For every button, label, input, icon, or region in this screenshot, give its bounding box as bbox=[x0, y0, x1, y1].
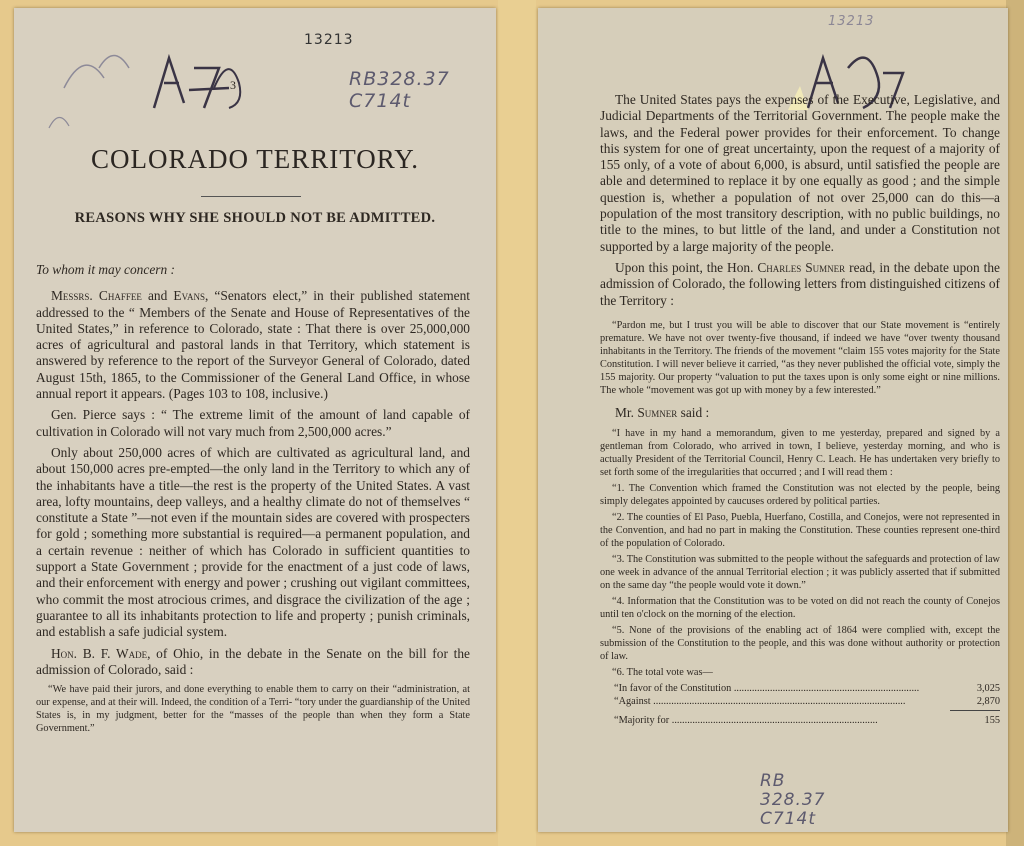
call-number: RB328.37 C714t bbox=[349, 68, 450, 112]
paragraph-cultivation: Only about 250,000 acres of which are cultivated as agricultural land, and about 150,000 acres pre-empted—the only land in the Territory to which any of the inhabitants have a title—the rest is the property of the United States. A vast area, lofty mountains, deep valleys, and a healthy climate do not of themselves “ constitute a State ”—not even if the mountain sides are covered with prospecters for gold ; something more substantial is required—a permanent population, and a certain revenue : neither of which has Colorado in sufficient quantities to support a State Government ; provide for the enactment of a just code of laws, and their enforcement with energy and power ; crushing out vigilant committees, who commit the most atrocious crimes, and disgrace the civilization of the age ; guarantee to all its inhabitants protection to life and property ; punish criminals, and establish a safe judicial system. bbox=[36, 444, 470, 640]
vote-rule bbox=[950, 710, 1000, 711]
right-page bbox=[538, 8, 1008, 832]
paragraph-sumner-intro: Upon this point, the Hon. Charles Sumner read, in the debate upon the admission of Colorado, the following letters from distinguished citizens of the Territory : bbox=[600, 259, 1000, 308]
paragraph-senators: Messrs. Chaffee and Evans, “Senators elect,” in their published statement addressed to the “ Members of the Senate and House of Representatives of the United States,” in reference to Colorado, state : That there is over 25,000,000 acres of agricultural and pastoral lands in that Territory, which statement is answered by reference to the report of the Surveyor General of Colorado, dated August 15th, 1865, to the Commissioner of the General Land Office, in whose annual report it appears. (Pages 103 to 108, inclusive.) bbox=[36, 288, 470, 402]
catalog-number: 13213 bbox=[828, 14, 875, 29]
left-body bbox=[36, 262, 470, 738]
catalog-number: 13213 bbox=[304, 32, 354, 48]
document-subtitle: REASONS WHY SHE SHOULD NOT BE ADMITTED. bbox=[74, 210, 436, 226]
left-page bbox=[14, 8, 496, 832]
wade-quote: “We have paid their jurors, and done everything to enable them to carry on their “administration, at our expense, and at their will. Indeed, the condition of a Terri- “tory under the guardianship of the United States is, in my judgment, better for the “masses of the people than when they form a State Government.” bbox=[36, 684, 470, 735]
paragraph-expenses: The United States pays the expenses of the Executive, Legislative, and Judicial Departments of the Territorial Government. The people make the laws, and the Federal power provides for their enforcement. To change this system for one of great uncertainty, upon the request of a majority of 155 only, of a vote of about 6,000, is absurd, until satisfied the people are able and determined to replace it by one equally as good ; and the simple question is, whether a population of not over 25,000 can do this—a population of the most transitory description, with no public buildings, no title to the mines, to but little of the land, and under a Constitution not supported by a large majority of the people. bbox=[600, 92, 1000, 254]
salutation: To whom it may concern : bbox=[36, 262, 175, 277]
paragraph-pierce: Gen. Pierce says : “ The extreme limit of the amount of land capable of cultivation in Colorado will not vary much from 2,500,000 acres.” bbox=[36, 407, 470, 439]
binding-gap bbox=[498, 0, 536, 846]
memorandum-quote: “I have in my hand a memorandum, given to me yesterday, prepared and signed by a gentleman from Colorado, who arrived in town, I believe, yesterday morning, and who is actually President of the Territorial Council, Henry C. Leach. He has undertaken very briefly to set forth some of the irregularities that occurred ; and I will read them : “1. The Convention which framed the Constitution was not elected by the people, being simply delegates appointed by caucuses ordered by political parties. “2. The counties of El Paso, Puebla, Huerfano, Costilla, and Conejos, were not represented in the Convention, and had no part in making the Constitution. These counties represent one-third of the population of Colorado. “3. The Constitution was submitted to the people without the safeguards and protection of law one week in advance of the annual Territorial election ; it was publicly asserted that if submitted on the same day “the people would vote it down.” “4. Information that the Constitution was to be voted on did not reach the county of Conejos until ten o'clock on the morning of the election. “5. None of the provisions of the enabling act of 1864 were complied with, except the submission of the Constitution to the people, and this was done without authority or protection of law. “6. The total vote was— bbox=[600, 428, 1000, 679]
sumner-said: Mr. Sumner said : bbox=[615, 404, 710, 420]
right-body bbox=[600, 92, 1000, 727]
right-edge-backing bbox=[1006, 0, 1024, 846]
vote-row-majority: “Majority for ................................................................................ 155 bbox=[614, 715, 1000, 727]
vote-table bbox=[600, 682, 1000, 727]
paragraph-wade: Hon. B. F. Wade, of Ohio, in the debate in the Senate on the bill for the admission of Colorado, said : bbox=[36, 645, 470, 677]
letter-quote: “Pardon me, but I trust you will be able to discover that our State movement is “entirely premature. We have not over twenty-five thousand, if indeed we have “over twenty thousand inhabitants in the Territory. The friends of the movement “claim 155 votes majority for the State Constitution. I will never believe it carried, “as they never published the official vote, simply the 155 majority. Our property “valuation to put the taxes upon is only some eight or nine millions. The whole “movement was got up with money by a few interested.” bbox=[600, 319, 1000, 396]
document-title: COLORADO TERRITORY. bbox=[90, 144, 420, 174]
page-number: 3 bbox=[230, 78, 236, 92]
vote-row-for: “In favor of the Constitution ........................................................................ 3,025 bbox=[614, 683, 1000, 695]
vote-row-against: “Against .................................................................................................. 2,870 bbox=[614, 696, 1000, 708]
title-rule bbox=[201, 196, 301, 197]
call-number: RB 328.37 C714t bbox=[760, 771, 826, 829]
handwritten-marks bbox=[44, 28, 264, 138]
